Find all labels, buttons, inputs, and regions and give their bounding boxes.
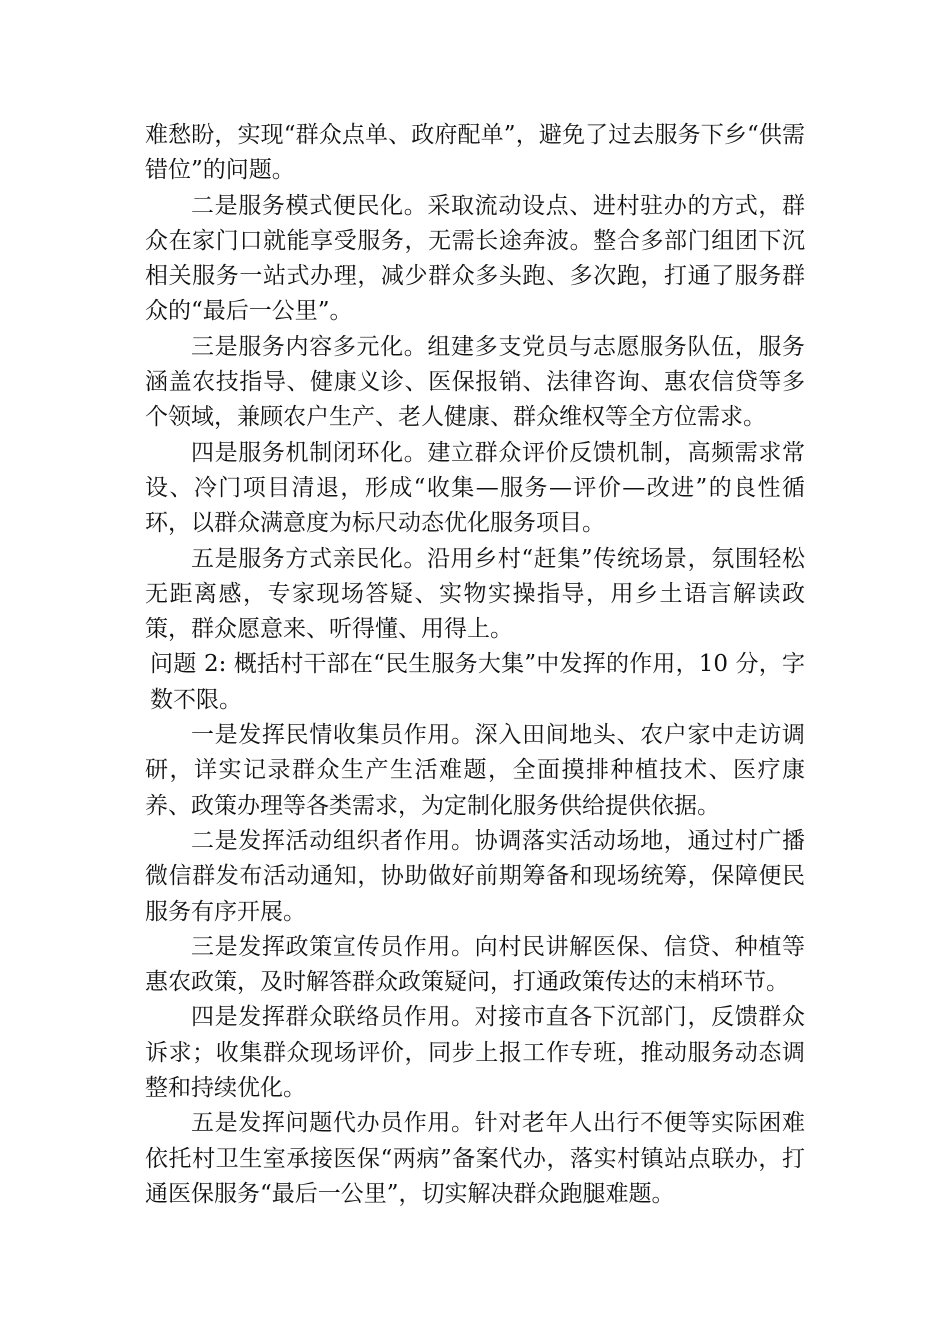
paragraph-point-3-2: 二是发挥活动组织者作用。协调落实活动场地，通过村广播微信群发布活动通知，协助做好前期筹备和现场统筹，保障便民服务有序开展。 (145, 827, 805, 925)
paragraph-point-3-1: 一是发挥民情收集员作用。深入田间地头、农户家中走访调研，详实记录群众生产生活难题，全面摸排种植技术、医疗康养、政策办理等各类需求，为定制化服务供给提供依据。 (145, 722, 805, 819)
paragraph-point-3-5: 五是发挥问题代办员作用。针对老年人出行不便等实际困难依托村卫生室承接医保“两病”备案代办，落实村镇站点联办，打通医保服务“最后一公里”，切实解决群众跑腿难题。 (145, 1110, 805, 1207)
paragraph-point-2-2: 三是服务内容多元化。组建多支党员与志愿服务队伍，服务涵盖农技指导、健康义诊、医保报销、法律咨询、惠农信贷等多个领域，兼顾农户生产、老人健康、群众维权等全方位需求。 (145, 333, 805, 431)
question-heading: 问题 2: 概括村干部在“民生服务大集”中发挥的作用，10 分，字数不限。 (150, 651, 805, 713)
paragraph-point-2-4: 五是服务方式亲民化。沿用乡村“赶集”传统场景，氛围轻松无距离感，专家现场答疑、实物实操指导，用乡土语言解读政策，群众愿意来、听得懂、用得上。 (145, 545, 805, 643)
paragraph-point-2-1: 二是服务模式便民化。采取流动设点、进村驻办的方式，群众在家门口就能享受服务，无需长途奔波。整合多部门组团下沉相关服务一站式办理，减少群众多头跑、多次跑，打通了服务群众的“最后一公里”。 (145, 192, 805, 325)
paragraph-point-2-3: 四是服务机制闭环化。建立群众评价反馈机制，高频需求常设、冷门项目清退，形成“收集—服务—评价—改进”的良性循环，以群众满意度为标尺动态优化服务项目。 (145, 439, 805, 537)
document-page (145, 118, 805, 1212)
paragraph-point-3-3: 三是发挥政策宣传员作用。向村民讲解医保、信贷、种植等惠农政策，及时解答群众政策疑问，打通政策传达的末梢环节。 (145, 933, 805, 996)
paragraph-continuation: 难愁盼，实现“群众点单、政府配单”，避免了过去服务下乡“供需错位”的问题。 (145, 122, 805, 184)
paragraph-point-3-4: 四是发挥群众联络员作用。对接市直各下沉部门，反馈群众诉求；收集群众现场评价，同步上报工作专班，推动服务动态调整和持续优化。 (145, 1004, 805, 1102)
